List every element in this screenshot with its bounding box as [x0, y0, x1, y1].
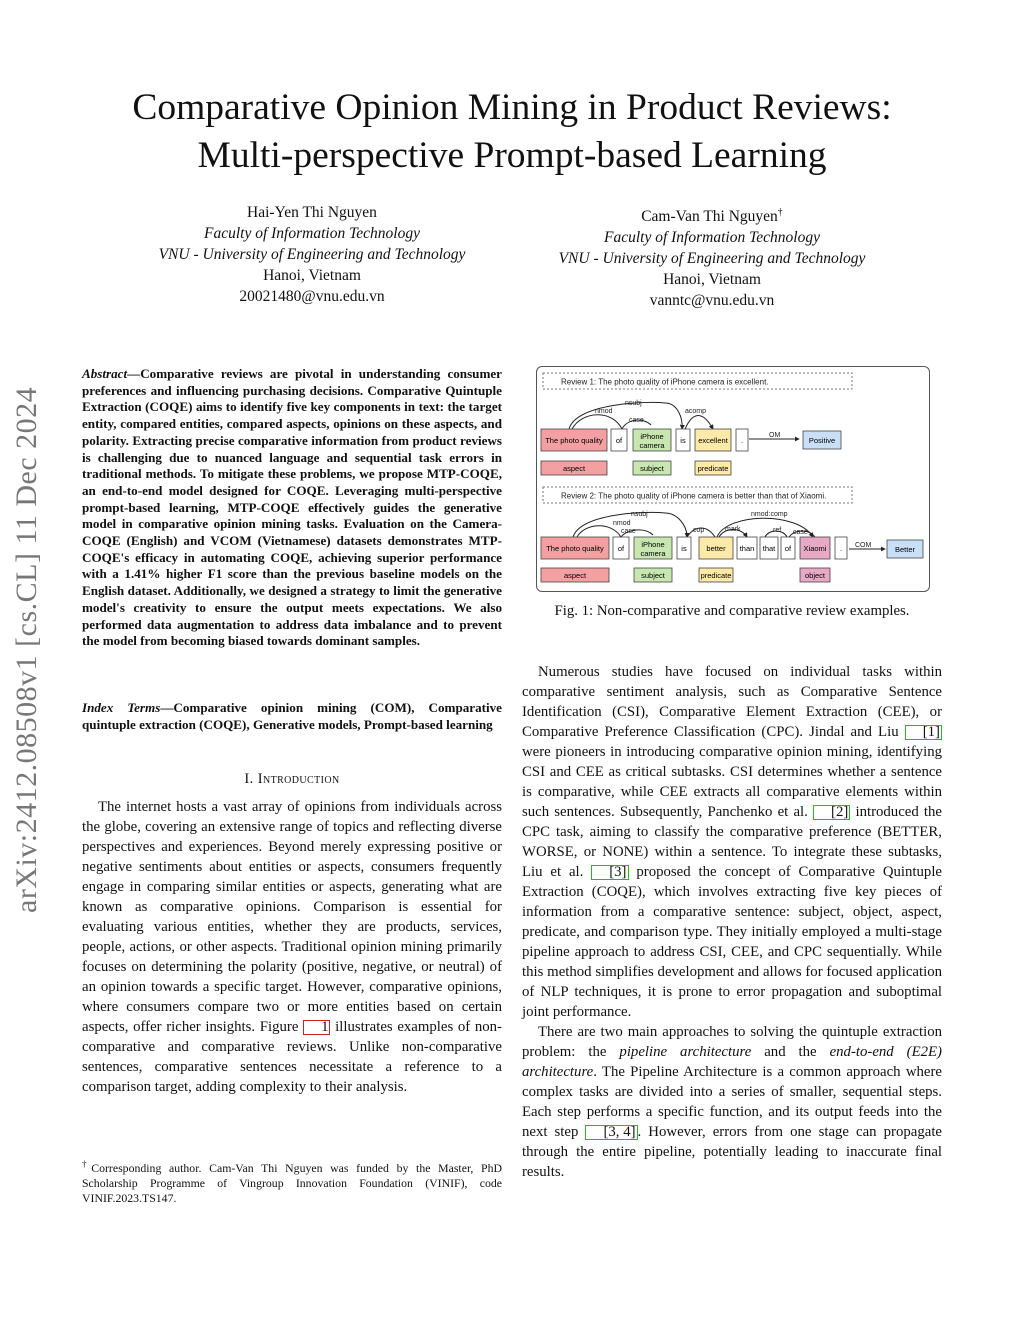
intro-left-column — [82, 797, 502, 1097]
token-text: better — [706, 544, 726, 553]
author-email[interactable]: 20021480@vnu.edu.vn — [239, 288, 385, 305]
token-text: of — [784, 544, 792, 553]
figure-ref-link[interactable]: 1 — [303, 1020, 330, 1035]
arc-label: nmod:comp — [751, 511, 788, 518]
element-label: predicate — [697, 464, 729, 473]
footnote-text: Corresponding author. Cam-Van Thi Nguyen was funded by the Master, PhD Scholarship Programme of Vingroup Innovation Foundation (VINIF), code VINIF.2023.TS147. — [82, 1160, 502, 1205]
author-univ: VNU - University of Engineering and Technology — [158, 246, 466, 263]
token-text: that — [762, 544, 776, 553]
arc-nsubj-end — [665, 403, 682, 429]
text-run: were pioneers in introducing comparative opinion mining, identifying CSI and CEE as critical subtasks. CSI determines whether a sentence is comparative, while CEE extracts all comparative elements within such sentences. Subsequently, Panchenko et al. — [522, 744, 942, 820]
arc-label: ref — [773, 527, 782, 534]
element-label: subject — [641, 571, 665, 580]
figure-caption: Fig. 1: Non-comparative and comparative review examples. — [554, 603, 910, 619]
citation-link[interactable]: [1] — [905, 725, 942, 740]
author-name-line — [517, 202, 907, 227]
index-terms-label: Index Terms — [82, 700, 161, 715]
arc-label: COM — [855, 542, 872, 549]
text-run: Numerous studies have focused on individual tasks within comparative sentiment analysis, such as Comparative Sentence Identification (CSI), Comparative Element Extraction (CEE), or Comparative Preference Classification (CPC). Jindal and Liu — [522, 664, 942, 740]
arc-label: acomp — [685, 408, 707, 415]
intro-paragraph-3 — [522, 1022, 942, 1182]
figure-diagram — [537, 367, 929, 591]
arc-label: nsubj — [631, 511, 648, 518]
token-text: camera — [640, 549, 666, 558]
element-label: aspect — [563, 571, 587, 580]
token-text: . — [740, 436, 744, 445]
polarity-text: Positive — [808, 436, 836, 445]
text-run: . However, errors from one stage can propagate through the entire pipeline, potentially leading to inaccurate final results. — [522, 1124, 942, 1180]
arc-nmod — [577, 526, 621, 537]
author-name: Hai-Yen Thi Nguyen — [247, 204, 377, 221]
arc-label: OM — [769, 432, 781, 439]
abstract — [82, 366, 502, 650]
index-terms-dash: — — [160, 700, 174, 715]
figure-1 — [536, 366, 930, 592]
citation-link[interactable]: [2] — [813, 805, 850, 820]
emphasis-text: end-to-end (E2E) architecture — [522, 1044, 942, 1080]
index-terms — [82, 700, 502, 733]
review-2-text: Review 2: The photo quality of iPhone camera is better than that of Xiaomi. — [561, 491, 827, 501]
element-label: subject — [640, 464, 664, 473]
section-number: I. — [244, 771, 254, 787]
arc-acomp — [685, 416, 713, 430]
text-run: illustrates examples of non-comparative and comparative reviews. Unlike non-comparative sentences, comparative sentences necessitate a reference to a comparison target, adding complexity to their analysis. — [82, 1019, 502, 1095]
author-city: Hanoi, Vietnam — [263, 267, 361, 284]
author-email[interactable]: vanntc@vnu.edu.vn — [649, 292, 775, 310]
citation-link[interactable]: [3] — [591, 865, 628, 880]
footnote — [82, 1157, 502, 1206]
section-title: Introduction — [257, 771, 340, 787]
title-line-1: Comparative Opinion Mining in Product Reviews: — [132, 87, 892, 128]
text-run: and the — [751, 1044, 830, 1060]
token-text: than — [739, 544, 755, 553]
arxiv-stamp: arXiv:2412.08508v1 [cs.CL] 11 Dec 2024 — [10, 386, 43, 914]
token-text: The photo quality — [546, 544, 604, 553]
arc-label: case — [793, 529, 808, 536]
arc-nsubj-end — [665, 513, 687, 537]
token-text: The photo quality — [545, 436, 603, 445]
text-run: proposed the concept of Comparative Quintuple Extraction (COQE), which involves extracting five key pieces of information from a comparative sentence: subject, object, aspect, predicate, and comparison type. They initially employed a multi-stage pipeline approach to address CSI, CEE, and CPC sequentially. While this method simplifies development and allows for focused application of NLP techniques, it is prone to error propagation and suboptimal joint performance. — [522, 864, 943, 1020]
token-text: iPhone — [641, 540, 665, 549]
author-block-1 — [117, 202, 507, 307]
text-run: introduced the CPC task, aiming to classify the comparative preference (BETTER, WORSE, or NONE) within a sentence. To integrate these subtasks, Liu et al. — [522, 804, 942, 880]
intro-paragraph-1 — [82, 797, 502, 1097]
corresponding-mark: † — [777, 207, 783, 218]
author-block-2 — [517, 202, 907, 311]
text-run: There are two main approaches to solving the quintuple extraction problem: the — [522, 1024, 942, 1060]
arc-label: cop — [693, 527, 705, 534]
footnote-mark: † — [82, 1159, 92, 1169]
token-text: excellent — [698, 436, 728, 445]
author-dept: Faculty of Information Technology — [204, 225, 420, 242]
text-run: . The Pipeline Architecture is a common approach where complex tasks are divided into a series of smaller, sequential steps. Each step performs a specific function, and its output feeds into the next step — [522, 1064, 942, 1140]
paper-title — [60, 84, 964, 180]
arc-label: mark — [725, 526, 741, 533]
abstract-dash: — — [127, 366, 141, 381]
token-text: is — [680, 436, 686, 445]
arc-label: nmod — [613, 520, 631, 527]
token-text: camera — [639, 441, 665, 450]
section-heading — [82, 771, 502, 788]
author-univ: VNU - University of Engineering and Technology — [558, 250, 866, 268]
text-run: The internet hosts a vast array of opinions from individuals across the globe, covering an extensive range of topics and reflecting diverse perspectives and experiences. Beyond merely expressing positive or negative sentiments about entities or aspects, consumers frequently engage in comparing similar entities or aspects, generating what are known as comparative opinions. Comparison is essential for evaluating various entities, whether they are products, services, people, actions, or other aspects. Traditional opinion mining primarily focuses on determining the polarity (positive, negative, or neutral) of an opinion towards a specific target. However, comparative opinions, where consumers compare two or more entities based on certain aspects, offer richer insights. Figure — [82, 799, 502, 1035]
element-label: object — [804, 571, 826, 580]
title-line-2: Multi-perspective Prompt-based Learning — [197, 135, 827, 176]
citation-link[interactable]: [3, 4] — [585, 1125, 637, 1140]
token-text: is — [681, 544, 687, 553]
arc-label: case — [621, 528, 636, 535]
intro-paragraph-2 — [522, 662, 942, 1022]
author-name: Cam-Van Thi Nguyen — [641, 208, 778, 226]
polarity-text: Better — [894, 545, 916, 554]
arc-label: case — [629, 417, 644, 424]
author-dept: Faculty of Information Technology — [604, 229, 820, 247]
index-terms-text: Comparative opinion mining (COM), Comparative quintuple extraction (COQE), Generative models, Prompt-based learning — [82, 700, 502, 732]
emphasis-text: pipeline architecture — [619, 1044, 752, 1060]
review-1-text: Review 1: The photo quality of iPhone camera is excellent. — [561, 377, 769, 387]
author-city: Hanoi, Vietnam — [663, 271, 761, 289]
token-text: Xiaomi — [803, 544, 827, 553]
arc-label: nmod — [595, 408, 613, 415]
token-text: . — [839, 544, 843, 553]
token-text: iPhone — [640, 432, 664, 441]
abstract-label: Abstract — [82, 366, 128, 381]
element-label: aspect — [562, 464, 586, 473]
abstract-text: Comparative reviews are pivotal in understanding consumer preferences and influencing purchasing decisions. Comparative Quintuple Extraction (COQE) aims to identify five key components in text: the target entity, compared entities, compared aspects, opinions on these aspects, and polarity. Extracting precise comparative information from product reviews is challenging due to nuanced language and sequential task errors in traditional methods. To mitigate these problems, we propose MTP-COQE, an end-to-end model designed for COQE. Leveraging multi-perspective prompt-based learning, MTP-COQE effectively guides the generative model in comparative opinion mining tasks. Evaluation on the Camera-COQE (English) and VCOM (Vietnamese) datasets demonstrates MTP-COQE's efficacy in automating COQE, achieving superior performance with a 1.41% higher F1 score than the previous baseline models on the English dataset. Additionally, we designed a strategy to limit the generative model's creativity to ensure the output meets expectations. We also performed data augmentation to address data imbalance and to prevent the model from becoming biased towards dominant samples. — [82, 366, 502, 649]
token-text: of — [615, 436, 623, 445]
element-label: predicate — [700, 571, 732, 580]
arc-label: nsubj — [625, 400, 642, 407]
intro-right-column — [522, 662, 942, 1182]
token-text: of — [617, 544, 625, 553]
